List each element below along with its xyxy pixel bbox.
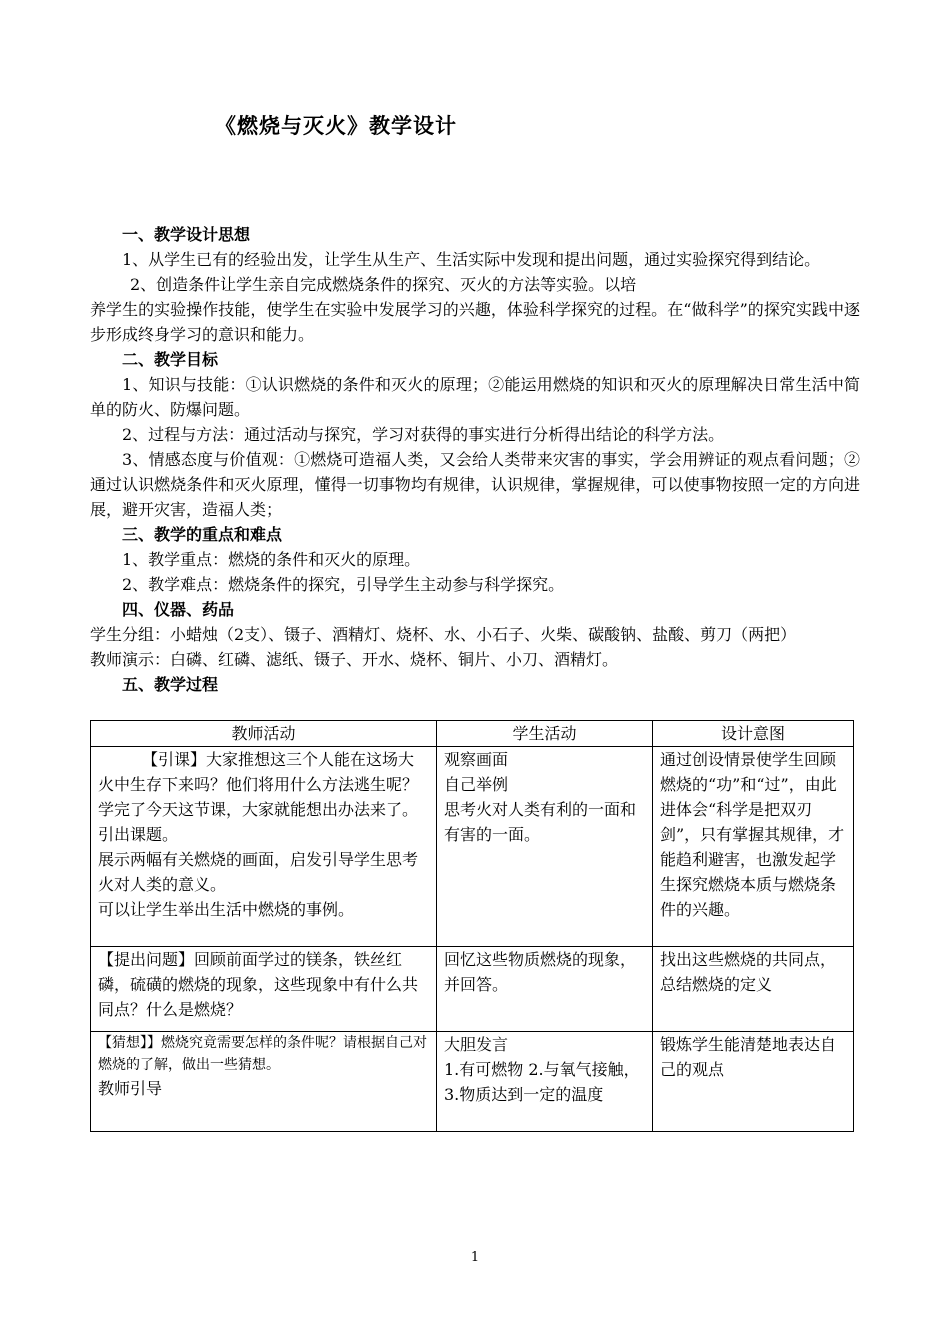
page-number: 1: [470, 1250, 480, 1265]
student-activity-cell: [437, 747, 653, 947]
cell-line: 教师引导: [98, 1079, 163, 1098]
cell-line: 大胆发言: [444, 1035, 509, 1054]
paragraph: 教师演示：白磷、红磷、滤纸、镊子、开水、烧杯、铜片、小刀、酒精灯。: [90, 650, 619, 669]
student-activity-cell: [437, 1032, 653, 1132]
table-row: [91, 1032, 854, 1132]
paragraph: 1、教学重点：燃烧的条件和灭火的原理。: [122, 550, 421, 569]
table-row: [91, 947, 854, 1032]
cell-line: 自己举例: [444, 775, 509, 794]
paragraph: 3、情感态度与价值观：①燃烧可造福人类，又会给人类带来灾害的事实，学会用辨证的观点看问题；②通过认识燃烧条件和灭火原理，懂得一切事物均有规律，认识规律，掌握规律，可以使事物按照一定的方向进展，避开灾害，造福人类；: [90, 450, 860, 519]
cell-line: 思考火对人类有利的一面和有害的一面。: [444, 800, 637, 844]
cell-line: 【提出问题】回顾前面学过的镁条，铁丝红磷，硫磺的燃烧的现象，这些现象中有什么共同点？什么是燃烧？: [98, 950, 419, 1019]
paragraph: 养学生的实验操作技能，使学生在实验中发展学习的兴趣，体验科学探究的过程。在“做科学”的探究实践中逐步形成终身学习的意识和能力。: [90, 300, 860, 344]
teacher-activity-cell: [91, 1032, 437, 1132]
paragraph: 1、从学生已有的经验出发，让学生从生产、生活实际中发现和提出问题，通过实验探究得到结论。: [122, 250, 821, 269]
column-header: 学生活动: [437, 721, 653, 747]
cell-line: 【引课】大家推想这三个人能在这场大火中生存下来吗？他们将用什么方法逃生呢？学完了今天这节课，大家就能想出办法来了。引出课题。: [98, 750, 419, 844]
cell-line: 可以让学生举出生活中燃烧的事例。: [98, 900, 355, 919]
document-body: [90, 222, 860, 697]
cell-line: 1.有可燃物 2.与氧气接触，3.物质达到一定的温度: [444, 1060, 640, 1104]
table-row: [91, 747, 854, 947]
column-header: 设计意图: [653, 721, 854, 747]
teacher-activity-cell: [91, 947, 437, 1032]
paragraph: 学生分组：小蜡烛（2支）、镊子、酒精灯、烧杯、水、小石子、火柴、碳酸钠、盐酸、剪刀（两把）: [90, 625, 797, 644]
design-intent-cell: 锻炼学生能清楚地表达自己的观点: [653, 1032, 854, 1132]
section-heading: 二、教学目标: [122, 350, 219, 369]
cell-line: 观察画面: [444, 750, 509, 769]
paragraph: 2、过程与方法：通过活动与探究，学习对获得的事实进行分析得出结论的科学方法。: [122, 425, 725, 444]
section-heading: 四、仪器、药品: [122, 600, 235, 619]
section-heading: 一、教学设计思想: [122, 225, 251, 244]
paragraph: 2、教学难点：燃烧条件的探究，引导学生主动参与科学探究。: [122, 575, 565, 594]
design-intent-cell: 通过创设情景使学生回顾燃烧的“功”和“过”，由此进体会“科学是把双刃剑”，只有掌握其规律，才能趋利避害，也激发起学生探究燃烧本质与燃烧条件的兴趣。: [653, 747, 854, 947]
paragraph: 1、知识与技能：①认识燃烧的条件和灭火的原理；②能运用燃烧的知识和灭火的原理解决日常生活中简单的防火、防爆问题。: [90, 375, 860, 419]
document-title: 《燃烧与灭火》教学设计: [215, 114, 457, 138]
student-activity-cell: [437, 947, 653, 1032]
section-heading: 五、教学过程: [122, 675, 219, 694]
teaching-process-table: [90, 720, 854, 1132]
cell-line: 【猜想】】燃烧究竟需要怎样的条件呢？请根据自己对燃烧的了解，做出一些猜想。: [98, 1035, 427, 1073]
cell-line: 展示两幅有关燃烧的画面，启发引导学生思考火对人类的意义。: [98, 850, 419, 894]
table-header-row: [91, 721, 854, 747]
design-intent-cell: 找出这些燃烧的共同点，总结燃烧的定义: [653, 947, 854, 1032]
column-header: 教师活动: [91, 721, 437, 747]
paragraph: 2、创造条件让学生亲自完成燃烧条件的探究、灭火的方法等实验。以培: [130, 275, 637, 294]
section-heading: 三、教学的重点和难点: [122, 525, 283, 544]
cell-line: 回忆这些物质燃烧的现象，并回答。: [444, 950, 637, 994]
teacher-activity-cell: [91, 747, 437, 947]
